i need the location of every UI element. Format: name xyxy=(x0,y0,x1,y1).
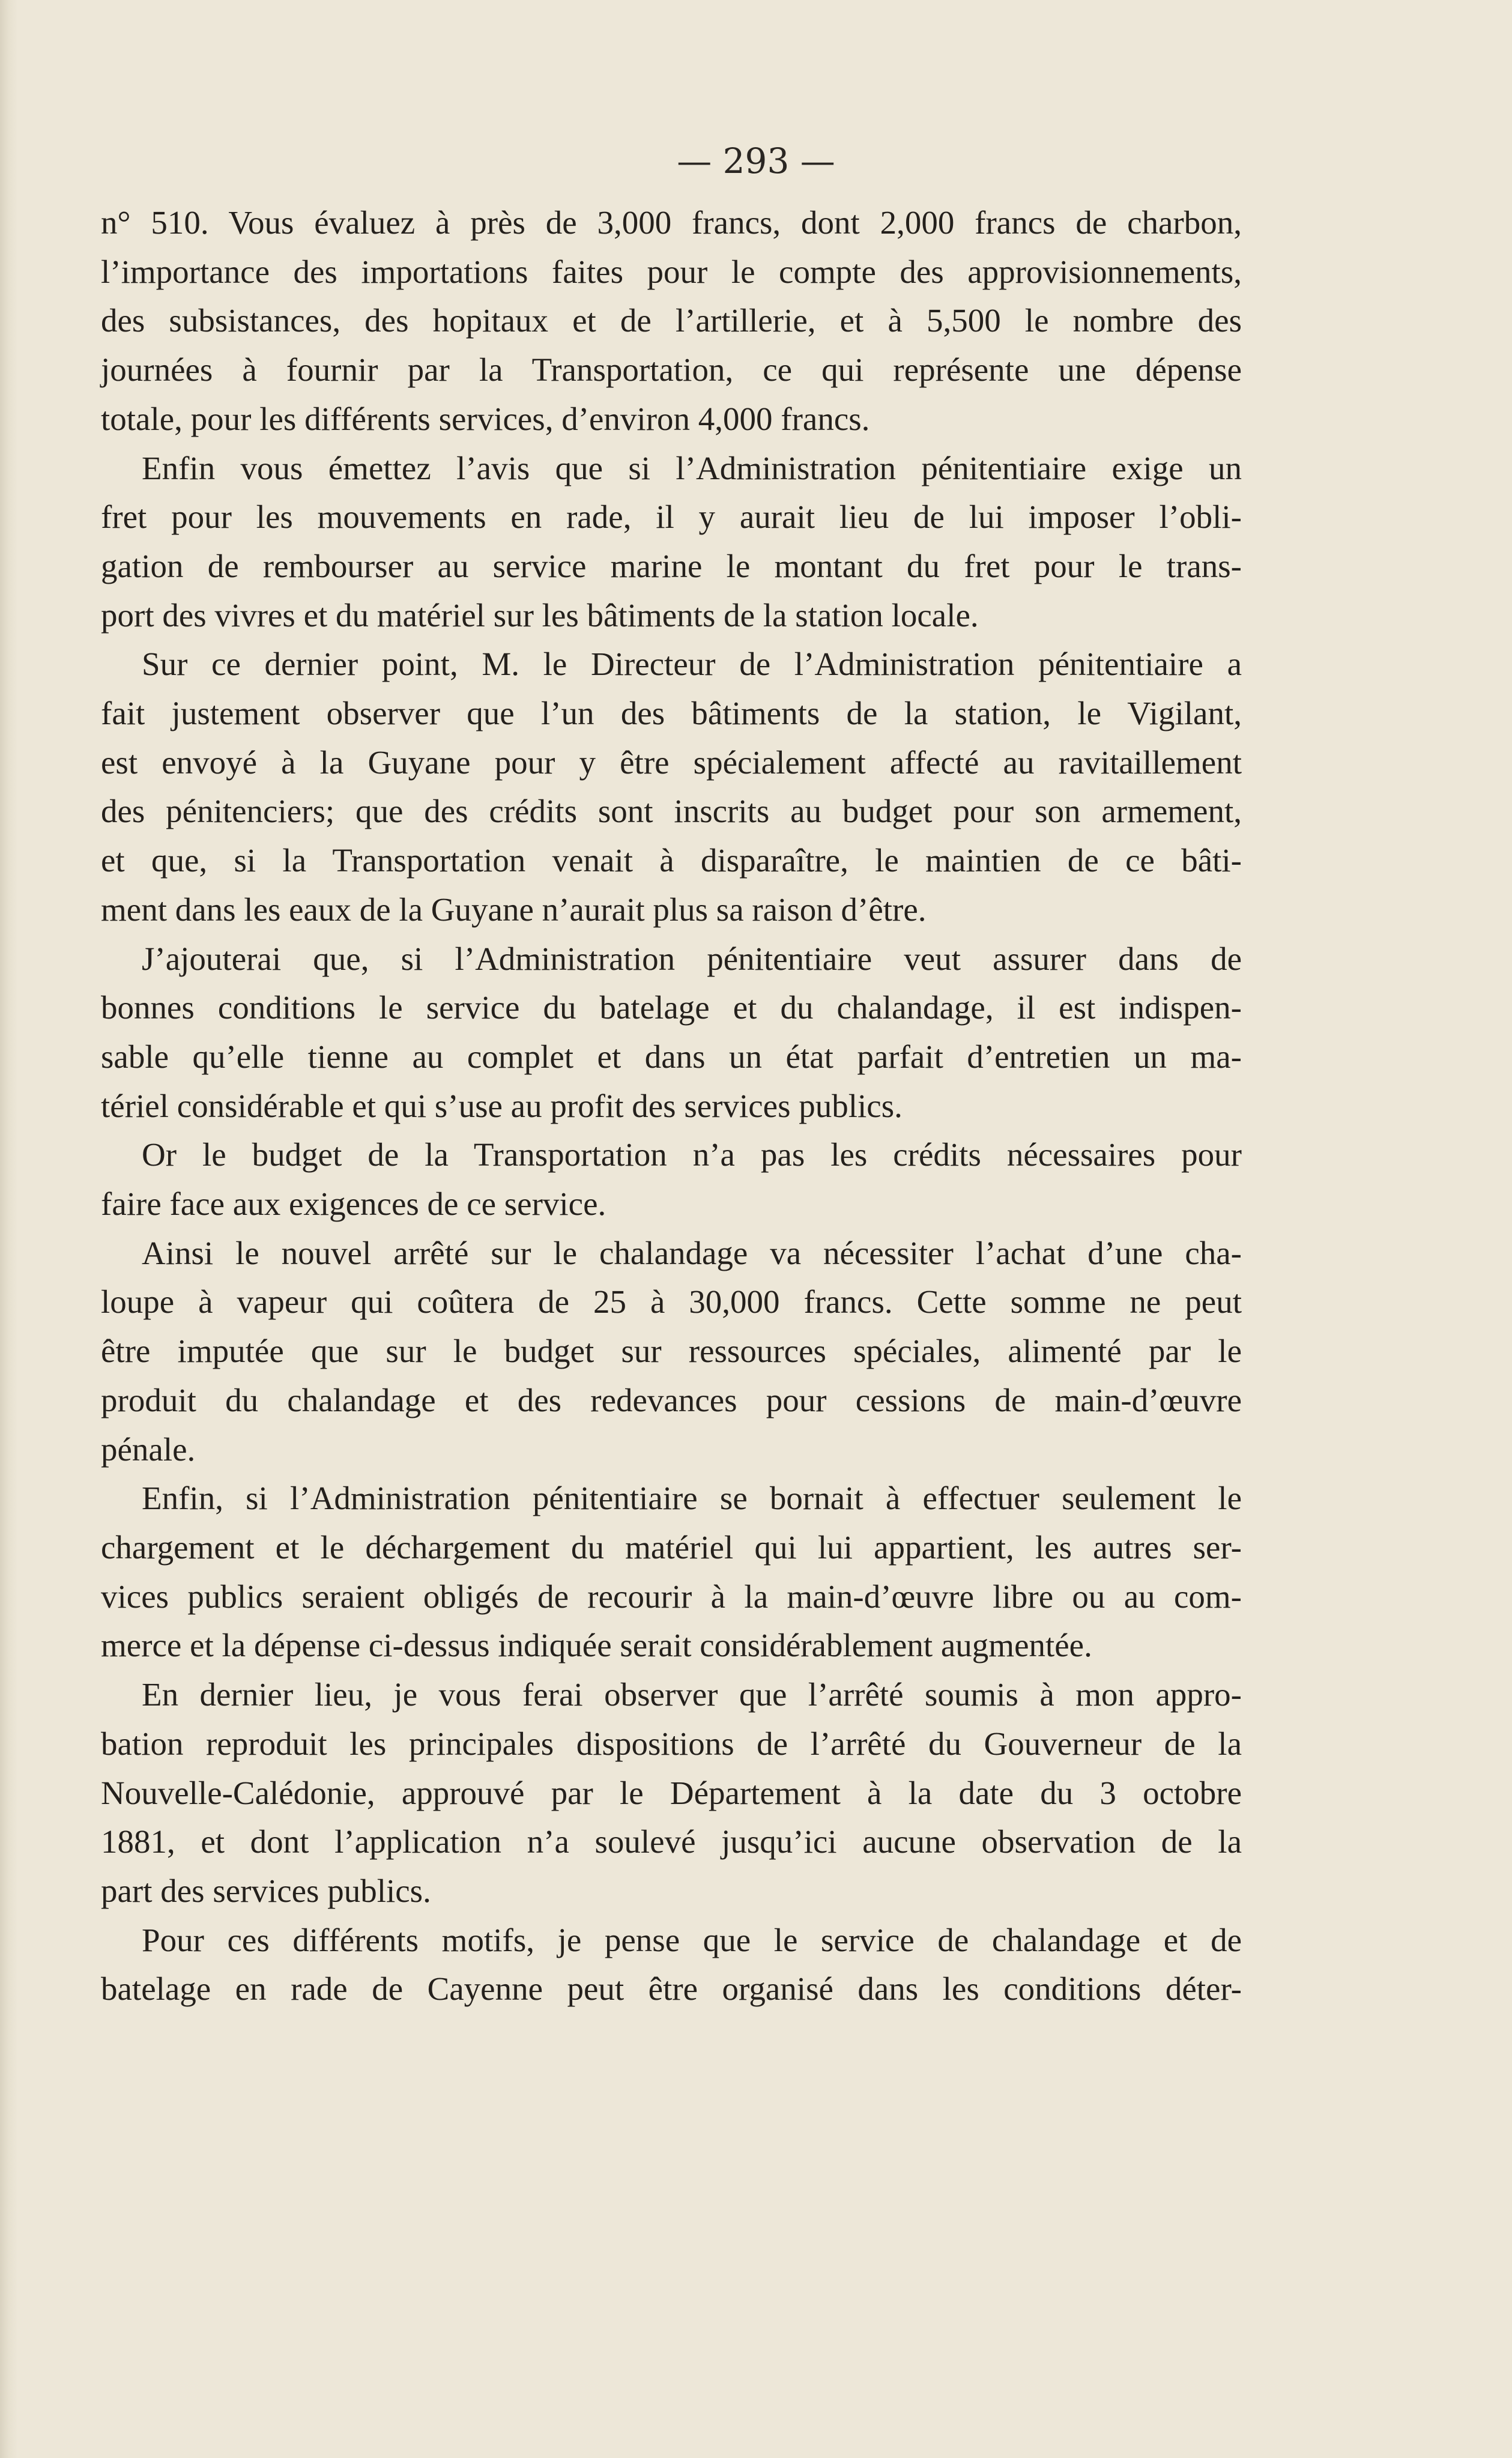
text-line: loupe à vapeur qui coûtera de 25 à 30,000 francs. Cette somme ne peut xyxy=(101,1283,1242,1321)
text-line: merce et la dépense ci-dessus indiquée serait considérablement augmentée. xyxy=(101,1627,1092,1664)
text-line: Nouvelle-Calédonie, approuvé par le Département à la date du 3 octobre xyxy=(101,1774,1242,1811)
body-text xyxy=(101,198,1242,2014)
text-line: l’importance des importations faites pour le compte des approvisionnements, xyxy=(101,253,1242,290)
text-line: fret pour les mouvements en rade, il y aurait lieu de lui imposer l’obli- xyxy=(101,498,1242,536)
text-line: Or le budget de la Transportation n’a pas les crédits nécessaires pour xyxy=(142,1136,1242,1173)
text-line: port des vivres et du matériel sur les bâtiments de la station locale. xyxy=(101,596,979,634)
text-line: pénale. xyxy=(101,1430,196,1468)
text-line: En dernier lieu, je vous ferai observer que l’arrêté soumis à mon appro- xyxy=(142,1676,1242,1713)
text-line: Enfin vous émettez l’avis que si l’Administration pénitentiaire exige un xyxy=(142,449,1242,486)
text-line: bonnes conditions le service du batelage et du chalandage, il est indispen- xyxy=(101,989,1242,1026)
text-line: totale, pour les différents services, d’environ 4,000 francs. xyxy=(101,400,870,437)
text-line: Sur ce dernier point, M. le Directeur de l’Administration pénitentiaire a xyxy=(142,646,1242,683)
text-line: des subsistances, des hopitaux et de l’artillerie, et à 5,500 le nombre des xyxy=(101,302,1242,339)
text-line: des pénitenciers; que des crédits sont inscrits au budget pour son armement, xyxy=(101,793,1242,830)
text-line: part des services publics. xyxy=(101,1872,431,1909)
text-line: et que, si la Transportation venait à disparaître, le maintien de ce bâti- xyxy=(101,842,1242,879)
text-line: produit du chalandage et des redevances pour cessions de main-d’œuvre xyxy=(101,1381,1242,1418)
text-line: sable qu’elle tienne au complet et dans un état parfait d’entretien un ma- xyxy=(101,1038,1242,1075)
text-line: est envoyé à la Guyane pour y être spécialement affecté au ravitaillement xyxy=(101,743,1242,781)
text-line: faire face aux exigences de ce service. xyxy=(101,1185,606,1223)
page-number: — 293 — xyxy=(677,141,835,181)
text-line: vices publics seraient obligés de recourir à la main-d’œuvre libre ou au com- xyxy=(101,1578,1242,1615)
text-line: bation reproduit les principales dispositions de l’arrêté du Gouverneur de la xyxy=(101,1725,1242,1762)
text-line: Enfin, si l’Administration pénitentiaire se bornait à effectuer seulement le xyxy=(142,1480,1242,1517)
text-line: n° 510. Vous évaluez à près de 3,000 francs, dont 2,000 francs de charbon, xyxy=(101,204,1242,241)
text-line: fait justement observer que l’un des bâtiments de la station, le Vigilant, xyxy=(101,695,1242,732)
text-line: batelage en rade de Cayenne peut être organisé dans les conditions déter- xyxy=(101,1970,1242,2008)
text-line: être imputée que sur le budget sur ressources spéciales, alimenté par le xyxy=(101,1333,1242,1370)
text-line: tériel considérable et qui s’use au profit des services publics. xyxy=(101,1087,903,1124)
text-line: journées à fournir par la Transportation, ce qui représente une dépense xyxy=(101,351,1242,389)
text-line: Ainsi le nouvel arrêté sur le chalandage va nécessiter l’achat d’une cha- xyxy=(142,1234,1242,1271)
text-line: chargement et le déchargement du matériel qui lui appartient, les autres ser- xyxy=(101,1528,1242,1566)
text-line: J’ajouterai que, si l’Administration pénitentiaire veut assurer dans de xyxy=(142,940,1242,977)
text-line: Pour ces différents motifs, je pense que le service de chalandage et de xyxy=(142,1921,1242,1958)
text-line: gation de rembourser au service marine le montant du fret pour le trans- xyxy=(101,547,1242,584)
text-line: 1881, et dont l’application n’a soulevé jusqu’ici aucune observation de la xyxy=(101,1823,1242,1860)
text-line: ment dans les eaux de la Guyane n’aurait plus sa raison d’être. xyxy=(101,891,927,928)
